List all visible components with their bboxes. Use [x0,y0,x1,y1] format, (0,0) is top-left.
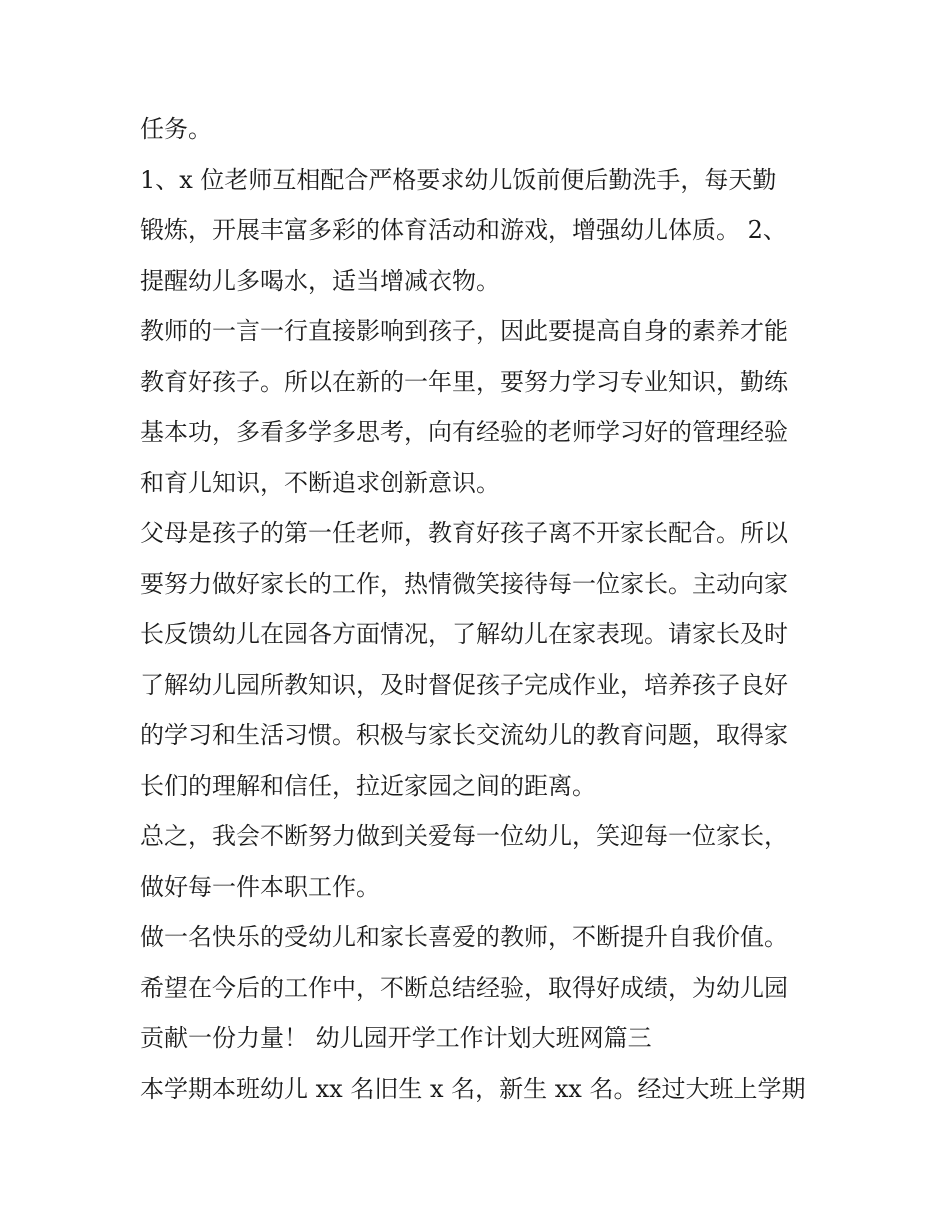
text-line: 要努力做好家长的工作，热情微笑接待每一位家长。主动向家 [140,569,788,598]
text-line: 总之，我会不断努力做到关爱每一位幼儿，笑迎每一位家长， [140,822,788,850]
text-line: 和育儿知识，不断追求创新意识。 [140,468,500,497]
document-body [140,104,820,1114]
text-line: 教育好孩子。所以在新的一年里，要努力学习专业知识，勤练 [140,367,788,396]
text-line: 锻炼，开展丰富多彩的体育活动和游戏，增强幼儿体质。 2、 [140,216,787,244]
text-line: 希望在今后的工作中，不断总结经验，取得好成绩，为幼儿园 [140,973,788,1002]
text-line: 长反馈幼儿在园各方面情况，了解幼儿在家表现。请家长及时 [140,620,788,648]
text-line: 父母是孩子的第一任老师，教育好孩子离不开家长配合。所以 [140,519,788,547]
text-line: 基本功，多看多学多思考，向有经验的老师学习好的管理经验 [140,418,788,446]
text-line: 做好每一件本职工作。 [140,872,380,901]
text-line: 贡献一份力量！ 幼儿园开学工作计划大班网篇三 [140,1024,652,1052]
text-line: 提醒幼儿多喝水，适当增减衣物。 [140,266,500,295]
text-line: 1、x 位老师互相配合严格要求幼儿饭前便后勤洗手，每天勤 [140,165,777,194]
text-line: 做一名快乐的受幼儿和家长喜爱的教师，不断提升自我价值。 [140,923,788,951]
text-line: 任务。 [140,115,212,143]
text-line: 了解幼儿园所教知识，及时督促孩子完成作业，培养孩子良好 [140,670,788,699]
text-line: 的学习和生活习惯。积极与家长交流幼儿的教育问题，取得家 [140,721,788,749]
text-line: 长们的理解和信任，拉近家园之间的距离。 [140,771,596,800]
text-line: 教师的一言一行直接影响到孩子，因此要提高自身的素养才能 [140,317,788,345]
text-line: 本学期本班幼儿 xx 名旧生 x 名，新生 xx 名。经过大班上学期 [140,1074,806,1103]
